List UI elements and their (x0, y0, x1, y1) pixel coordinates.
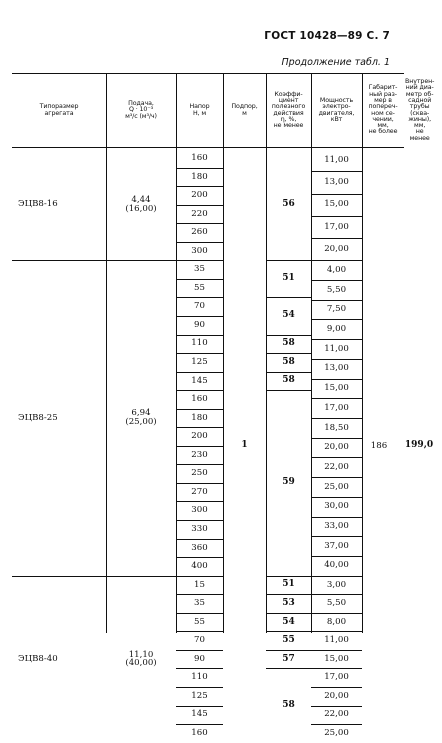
power-value: 15,00 (324, 383, 349, 394)
head-value: 400 (191, 561, 208, 572)
header-col-flow: Подача, Q · 10⁻³ м³/с (м³/ч) (125, 100, 157, 120)
head-row-rule (176, 650, 223, 651)
power-row-rule (311, 594, 362, 595)
power-row-rule (311, 280, 362, 281)
efficiency-value: 55 (282, 635, 295, 646)
head-value: 230 (191, 449, 208, 460)
power-value: 33,00 (324, 521, 349, 532)
efficiency-rule (266, 390, 311, 391)
power-value: 11,00 (324, 343, 349, 354)
power-row-rule (311, 216, 362, 217)
head-row-rule (176, 427, 223, 428)
power-row-rule (311, 438, 362, 439)
head-row-rule (176, 353, 223, 354)
page-header: ГОСТ 10428—89 С. 7 (264, 30, 390, 42)
head-value: 35 (194, 264, 205, 275)
head-row-rule (176, 242, 223, 243)
head-row-rule (176, 539, 223, 540)
power-row-rule (311, 724, 362, 725)
power-row-rule (311, 238, 362, 239)
efficiency-rule (266, 650, 311, 651)
power-value: 15,00 (324, 653, 349, 664)
power-value: 17,00 (324, 672, 349, 683)
power-value: 9,00 (326, 323, 347, 334)
power-row-rule (311, 457, 362, 458)
power-value: 22,00 (324, 709, 349, 720)
power-row-rule (311, 613, 362, 614)
head-row-rule (176, 168, 223, 169)
head-value: 125 (191, 357, 208, 368)
power-row-rule (311, 556, 362, 557)
header-col-power: Мощность электро- двигателя, кВт (318, 96, 355, 123)
power-row-rule (311, 706, 362, 707)
head-row-rule (176, 205, 223, 206)
head-value: 70 (194, 635, 205, 646)
head-row-rule (176, 335, 223, 336)
head-row-rule (176, 613, 223, 614)
power-value: 13,00 (324, 363, 349, 374)
power-value: 4,00 (326, 264, 347, 275)
power-value: 18,50 (324, 422, 349, 433)
power-value: 40,00 (324, 560, 349, 571)
unit-type-label: ЭЦВ8-40 (18, 653, 58, 664)
power-value: 17,00 (324, 402, 349, 413)
head-row-rule (176, 390, 223, 391)
efficiency-value: 58 (282, 375, 295, 386)
power-value: 11,00 (324, 635, 349, 646)
dimension-value: 186 (370, 440, 388, 451)
efficiency-rule (266, 594, 311, 595)
power-value: 15,00 (324, 199, 349, 210)
power-row-rule (311, 379, 362, 380)
power-value: 11,00 (324, 154, 349, 165)
head-value: 160 (191, 728, 208, 739)
power-row-rule (311, 497, 362, 498)
power-row-rule (311, 418, 362, 419)
head-row-rule (176, 594, 223, 595)
head-value: 300 (191, 245, 208, 256)
header-col-efficiency: Коэффи- циент полезного действия η, %, не менее (271, 90, 306, 130)
head-row-rule (176, 724, 223, 725)
head-row-rule (176, 279, 223, 280)
efficiency-value: 53 (282, 597, 295, 608)
power-value: 22,00 (324, 461, 349, 472)
efficiency-rule (266, 613, 311, 614)
power-row-rule (311, 319, 362, 320)
efficiency-rule (266, 335, 311, 336)
header-col-dimension: Габарит- ный раз- мер в попереч- ном се- чении, мм, не более (368, 84, 398, 136)
head-value: 270 (191, 486, 208, 497)
power-row-rule (311, 517, 362, 518)
power-row-rule (311, 650, 362, 651)
head-value: 300 (191, 505, 208, 516)
unit-type-label: ЭЦВ8-25 (18, 412, 58, 423)
head-value: 180 (191, 412, 208, 423)
flow-value: 6,94 (25,00) (125, 408, 157, 427)
power-value: 20,00 (324, 442, 349, 453)
head-row-rule (176, 483, 223, 484)
head-value: 55 (194, 282, 205, 293)
head-row-rule (176, 464, 223, 465)
head-value: 260 (191, 227, 208, 238)
power-value: 25,00 (324, 728, 349, 739)
head-value: 160 (191, 394, 208, 405)
head-value: 180 (191, 171, 208, 182)
efficiency-rule (266, 668, 311, 669)
head-value: 70 (194, 301, 205, 312)
efficiency-value: 54 (282, 310, 295, 321)
efficiency-rule (266, 372, 311, 373)
efficiency-value: 58 (282, 699, 295, 710)
power-value: 20,00 (324, 690, 349, 701)
efficiency-value: 51 (282, 273, 295, 284)
power-row-rule (311, 171, 362, 172)
head-row-rule (176, 631, 223, 632)
power-value: 3,00 (326, 579, 347, 590)
head-value: 110 (191, 672, 208, 683)
power-value: 25,00 (324, 481, 349, 492)
power-value: 17,00 (324, 221, 349, 232)
efficiency-value: 54 (282, 616, 295, 627)
efficiency-value: 56 (282, 199, 295, 210)
head-value: 145 (191, 375, 208, 386)
power-row-rule (311, 631, 362, 632)
power-row-rule (311, 398, 362, 399)
efficiency-value: 58 (282, 338, 295, 349)
head-row-rule (176, 557, 223, 558)
power-row-rule (311, 194, 362, 195)
pump-parameters-table (12, 73, 435, 739)
power-value: 5,50 (326, 598, 347, 609)
head-value: 330 (191, 523, 208, 534)
efficiency-rule (266, 631, 311, 632)
power-value: 30,00 (324, 501, 349, 512)
head-row-rule (176, 706, 223, 707)
flow-value: 11,10 (40,00) (125, 649, 157, 669)
head-value: 250 (191, 468, 208, 479)
efficiency-value: 58 (282, 356, 295, 367)
power-value: 5,50 (326, 284, 347, 295)
power-row-rule (311, 687, 362, 688)
head-value: 360 (191, 542, 208, 553)
power-row-rule (311, 359, 362, 360)
head-value: 145 (191, 709, 208, 720)
head-row-rule (176, 668, 223, 669)
power-value: 37,00 (324, 540, 349, 551)
head-row-rule (176, 372, 223, 373)
head-value: 160 (191, 152, 208, 163)
power-value: 20,00 (324, 243, 349, 254)
head-row-rule (176, 297, 223, 298)
header-col-casing: Внутрен- ний диа- метр об- садной трубы (сква- жины), мм, не менее (405, 78, 435, 142)
head-value: 125 (191, 690, 208, 701)
power-row-rule (311, 339, 362, 340)
efficiency-rule (266, 353, 311, 354)
efficiency-value: 51 (282, 579, 295, 590)
power-value: 13,00 (324, 177, 349, 188)
head-row-rule (176, 409, 223, 410)
header-col-backpressure: Подпор, м (231, 103, 258, 117)
head-value: 200 (191, 431, 208, 442)
power-row-rule (311, 477, 362, 478)
head-value: 110 (191, 338, 208, 349)
head-row-rule (176, 687, 223, 688)
head-row-rule (176, 223, 223, 224)
backpressure-value: 1 (241, 440, 248, 451)
head-value: 15 (194, 579, 205, 590)
head-row-rule (176, 520, 223, 521)
head-row-rule (176, 446, 223, 447)
efficiency-value: 57 (282, 653, 295, 664)
casing-diameter-value: 199,0 (404, 440, 434, 451)
efficiency-value: 59 (282, 477, 295, 488)
head-value: 35 (194, 598, 205, 609)
power-value: 7,50 (326, 304, 347, 315)
power-row-rule (311, 536, 362, 537)
head-row-rule (176, 186, 223, 187)
flow-value: 4,44 (16,00) (125, 195, 157, 214)
power-value: 8,00 (326, 616, 347, 627)
unit-type-label: ЭЦВ8-16 (18, 199, 58, 210)
head-value: 90 (194, 319, 205, 330)
power-row-rule (311, 668, 362, 669)
head-value: 220 (191, 208, 208, 219)
header-col-type: Типоразмер агрегата (39, 103, 79, 117)
head-value: 200 (191, 190, 208, 201)
head-row-rule (176, 316, 223, 317)
head-value: 55 (194, 616, 205, 627)
efficiency-rule (266, 297, 311, 298)
head-row-rule (176, 501, 223, 502)
table-continuation-label: Продолжение табл. 1 (281, 57, 390, 68)
power-row-rule (311, 300, 362, 301)
header-col-head: Напор H, м (189, 103, 210, 117)
head-value: 90 (194, 653, 205, 664)
